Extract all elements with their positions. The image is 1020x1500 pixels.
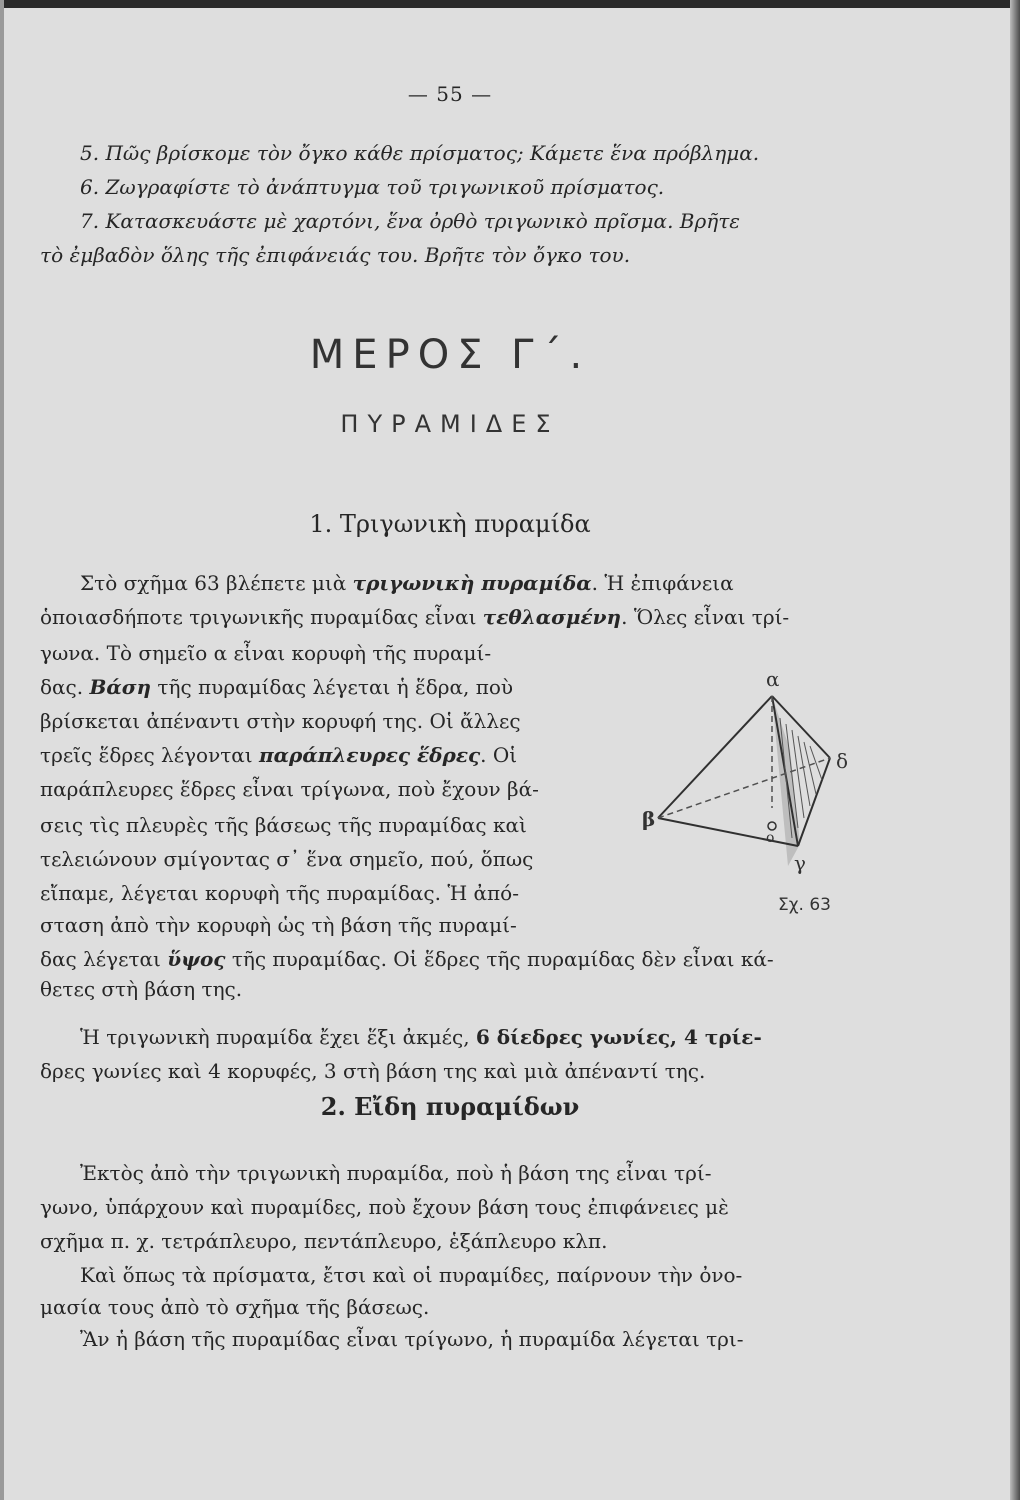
label-apex: α (766, 667, 780, 691)
line-text: σταση ἀπὸ τὴν κορυφὴ ὡς τὴ βάση τῆς πυραμί- (40, 913, 517, 937)
section-1-line (40, 640, 491, 666)
emphasized-term: τεθλασμένη (482, 605, 622, 629)
pyramid-figure (640, 658, 880, 928)
line-text: τρεῖς ἕδρες λέγονται (40, 743, 259, 767)
summary-text: δρες γωνίες καὶ 4 κορυφές, 3 στὴ βάση της καὶ μιὰ ἀπέναντί της. (40, 1059, 706, 1083)
pyramid-diagram (640, 658, 880, 928)
line-text: δας λέγεται (40, 947, 168, 971)
summary-line (40, 1058, 705, 1084)
exercise-5: 5. Πῶς βρίσκομε τὸν ὄγκο κάθε πρίσματος; Κάμετε ἕνα πρόβλημα. (80, 141, 760, 165)
section-2-line: γωνο, ὑπάρχουν καὶ πυραμίδες, ποὺ ἔχουν βάση τους ἐπιφάνειες μὲ (40, 1195, 729, 1219)
section-1-line (40, 912, 517, 938)
section-2-line: σχῆμα π. χ. τετράπλευρο, πεντάπλευρο, ἑξάπλευρο κλπ. (40, 1229, 608, 1253)
line-text: γωνα. Τὸ σημεῖο α εἶναι κορυφὴ τῆς πυραμί- (40, 641, 492, 665)
line-text: τῆς πυραμίδας λέγεται ἡ ἕδρα, ποὺ (151, 675, 514, 699)
section-1-line (40, 742, 517, 768)
line-text: τελειώνουν σμίγοντας σ᾽ ἕνα σημεῖο, πού, ὅπως (40, 847, 534, 871)
line-text: παράπλευρες ἕδρες εἶναι τρίγωνα, ποὺ ἔχουν βά- (40, 777, 539, 801)
hatch-5 (804, 742, 816, 794)
line-text: εἴπαμε, λέγεται κορυφὴ τῆς πυραμίδας. Ἡ ἀπό- (40, 881, 519, 905)
line-text: σεις τὶς πλευρὲς τῆς βάσεως τῆς πυραμίδας καὶ (40, 813, 527, 837)
line-text: . Ὅλες εἶναι τρί- (621, 605, 790, 629)
part-subtitle: ΠΥΡΑΜΙΔΕΣ (340, 410, 560, 438)
emphasized-term: τριγωνικὴ πυραμίδα (352, 571, 592, 595)
hatch-4 (798, 736, 810, 806)
section-2-heading: 2. Εἴδη πυραμίδων (320, 1092, 580, 1121)
edge-base-front-right (798, 758, 830, 846)
line-text: ὁποιασδήποτε τριγωνικῆς πυραμίδας εἶναι (40, 605, 483, 629)
section-1-line (40, 946, 774, 972)
scan-right-edge (1010, 0, 1020, 1500)
part-title: ΜΕΡΟΣ Γ΄. (309, 332, 591, 378)
section-1-line (40, 976, 242, 1002)
exercise-7: 7. Κατασκευάστε μὲ χαρτόνι, ἕνα ὀρθὸ τριγωνικὸ πρῖσμα. Βρῆτε (80, 209, 741, 233)
exercise-7-continued: τὸ ἐμβαδὸν ὅλης τῆς ἐπιφάνειάς του. Βρῆτε τὸν ὄγκο του. (40, 243, 631, 267)
section-1-line (40, 604, 789, 630)
line-text: . Ἡ ἐπιφάνεια (591, 571, 734, 595)
section-2-line: Ἂν ἡ βάση τῆς πυραμίδας εἶναι τρίγωνο, ἡ πυραμίδα λέγεται τρι- (80, 1327, 744, 1351)
section-1-line (40, 674, 513, 700)
section-1-heading: 1. Τριγωνικὴ πυραμίδα (309, 510, 591, 538)
center-point (768, 822, 776, 830)
hidden-edge-base (658, 758, 830, 818)
summary-text: 6 δίεδρες γωνίες, 4 τρίε- (475, 1025, 762, 1049)
section-1-line (40, 812, 527, 838)
section-2-line: Καὶ ὅπως τὰ πρίσματα, ἔτσι καὶ οἱ πυραμίδες, παίρνουν τὴν ὀνο- (80, 1263, 743, 1287)
section-1-line (40, 846, 533, 872)
line-text: τῆς πυραμίδας. Οἱ ἕδρες τῆς πυραμίδας δὲν εἶναι κά- (225, 947, 774, 971)
label-left: β (642, 807, 656, 831)
label-center: ο (766, 830, 775, 846)
scan-top-edge (0, 0, 1020, 8)
section-2-line: Ἐκτὸς ἀπὸ τὴν τριγωνικὴ πυραμίδα, ποὺ ἡ βάση της εἶναι τρί- (80, 1161, 712, 1185)
section-2-line: μασία τους ἀπὸ τὸ σχῆμα τῆς βάσεως. (40, 1295, 430, 1319)
emphasized-term: Βάση (89, 675, 152, 699)
section-1-line (40, 880, 519, 906)
figure-caption: Σχ. 63 (778, 895, 832, 915)
line-text: θετες στὴ βάση της. (40, 977, 243, 1001)
section-1-line (80, 570, 734, 596)
scan-left-edge (0, 0, 4, 1500)
emphasized-term: ὕψος (167, 947, 226, 971)
summary-line (80, 1024, 762, 1050)
summary-text: Ἡ τριγωνικὴ πυραμίδα ἔχει ἕξι ἀκμές, (80, 1025, 476, 1049)
section-1-line (40, 708, 521, 734)
emphasized-term: παράπλευρες ἕδρες (259, 743, 481, 767)
section-1-line (40, 776, 539, 802)
line-text: . Οἱ (480, 743, 518, 767)
exercise-6: 6. Ζωγραφίστε τὸ ἀνάπτυγμα τοῦ τριγωνικοῦ πρίσματος. (80, 175, 665, 199)
label-right: δ (836, 749, 849, 773)
label-front: γ (794, 851, 806, 875)
line-text: δας. (40, 675, 90, 699)
page-number: — 55 — (407, 82, 493, 106)
edge-apex-left (658, 696, 772, 818)
edge-base-left-front (658, 818, 798, 846)
line-text: Στὸ σχῆμα 63 βλέπετε μιὰ (80, 571, 353, 595)
line-text: βρίσκεται ἀπέναντι στὴν κορυφή της. Οἱ ἄλλες (40, 709, 521, 733)
